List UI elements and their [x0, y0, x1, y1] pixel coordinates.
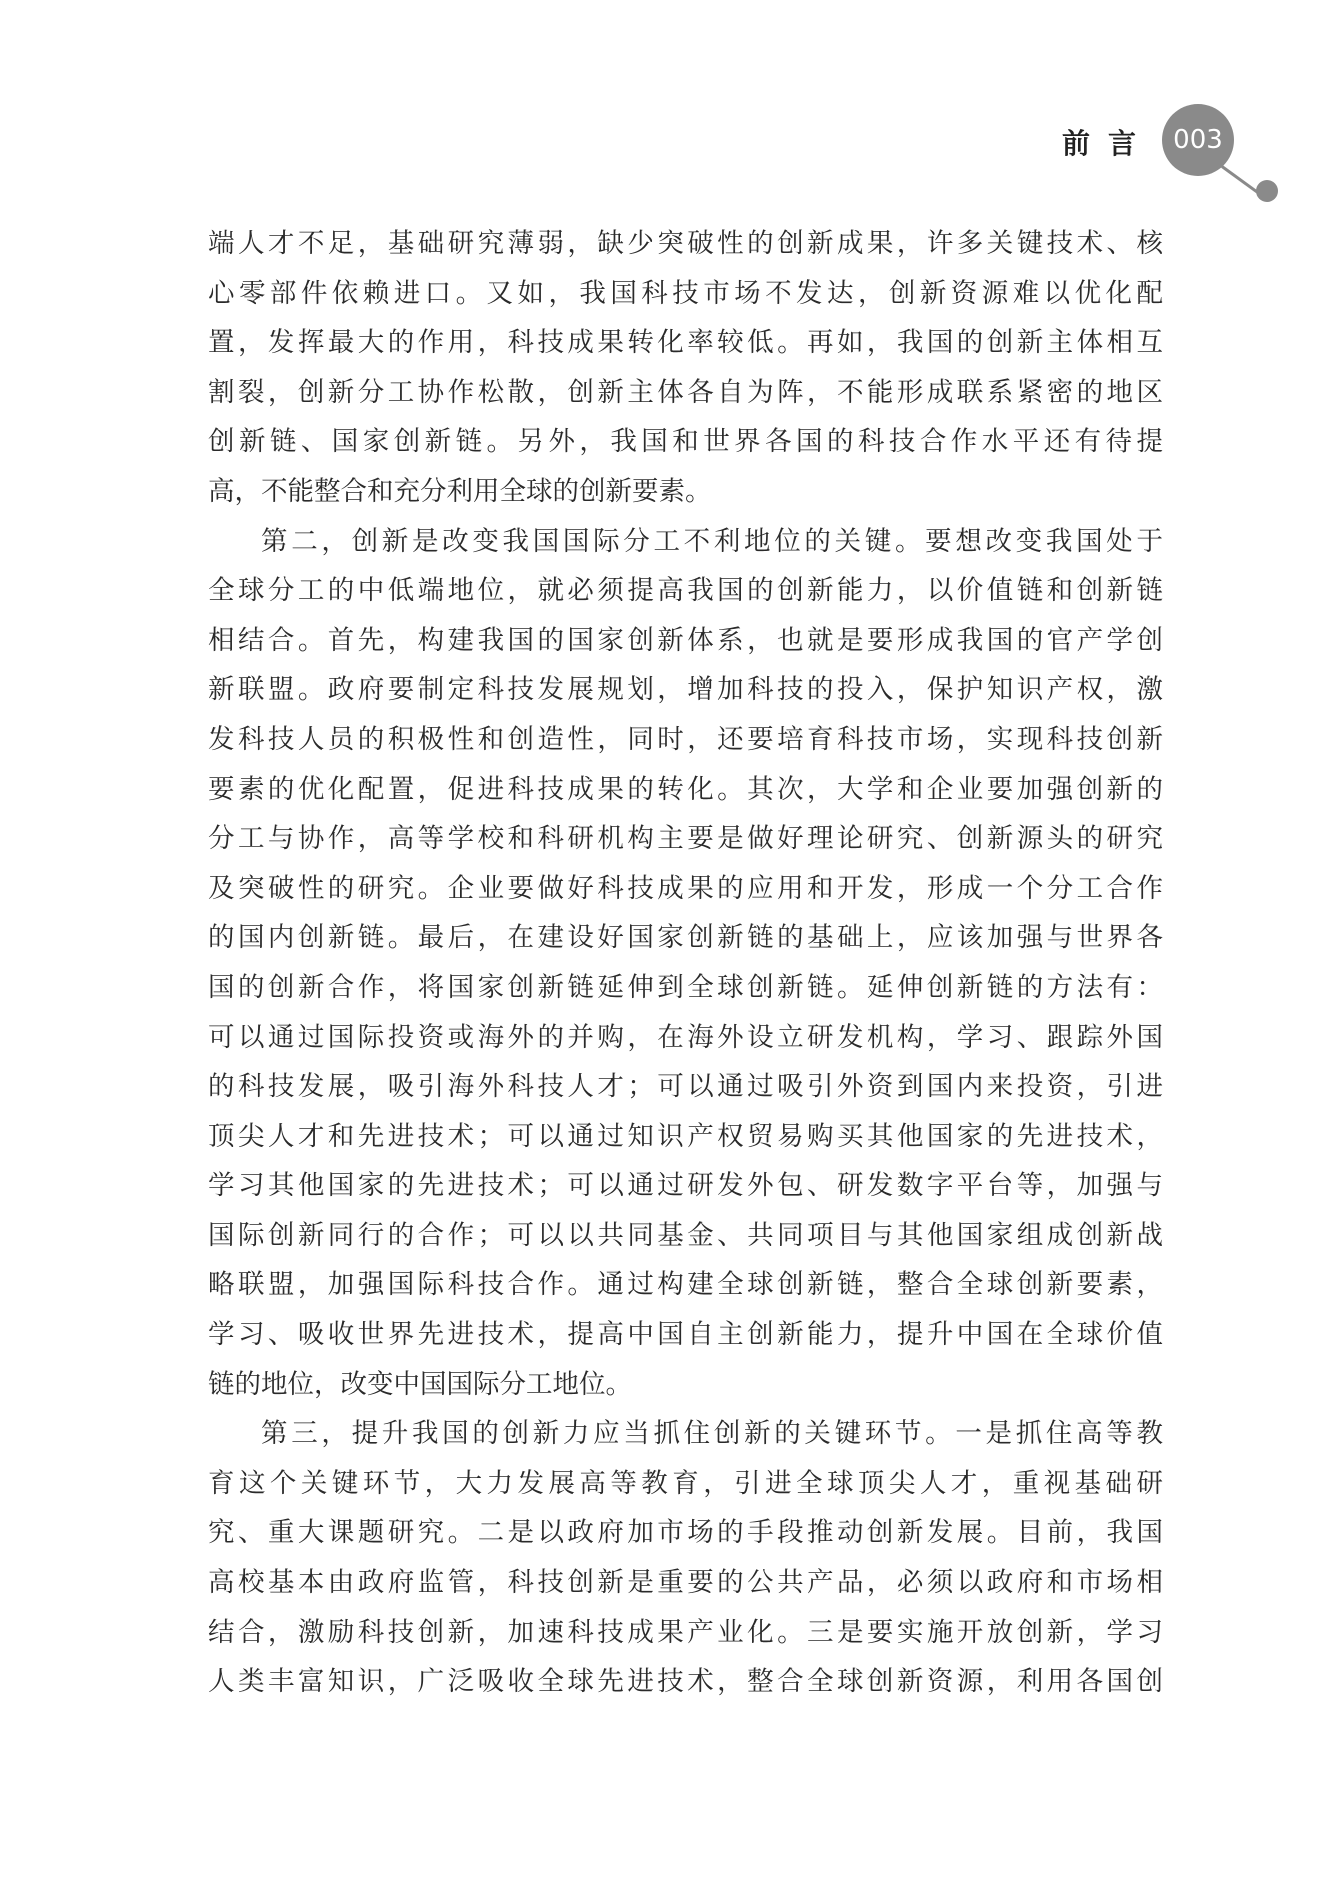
text-line: 要素的优化配置，促进科技成果的转化。其次，大学和企业要加强创新的: [208, 773, 1163, 805]
text-line: 可以通过国际投资或海外的并购，在海外设立研发机构，学习、跟踪外国: [208, 1021, 1163, 1053]
text-line: 人类丰富知识，广泛吸收全球先进技术，整合全球创新资源，利用各国创: [208, 1666, 1163, 1698]
page-number-badge: 003: [1162, 104, 1234, 176]
text-line: 国际创新同行的合作；可以以共同基金、共同项目与其他国家组成创新战: [208, 1219, 1163, 1251]
badge-dot-icon: [1256, 180, 1278, 202]
text-line: 学习其他国家的先进技术；可以通过研发外包、研发数字平台等，加强与: [208, 1170, 1163, 1202]
text-line: 端人才不足，基础研究薄弱，缺少突破性的创新成果，许多关键技术、核: [208, 228, 1163, 259]
text-line: 育这个关键环节，大力发展高等教育，引进全球顶尖人才，重视基础研: [208, 1467, 1163, 1499]
section-title: 前言: [1062, 127, 1155, 160]
text-line: 国的创新合作，将国家创新链延伸到全球创新链。延伸创新链的方法有：: [208, 971, 1163, 1003]
text-line: 顶尖人才和先进技术；可以通过知识产权贸易购买其他国家的先进技术，: [208, 1120, 1163, 1152]
text-line: 及突破性的研究。企业要做好科技成果的应用和开发，形成一个分工合作: [208, 872, 1163, 904]
paragraph-start-line: 第三，提升我国的创新力应当抓住创新的关键环节。一是抓住高等教: [261, 1418, 1163, 1450]
body-text: [208, 219, 1163, 1707]
page-header: [0, 0, 1339, 220]
text-line: 创新链、国家创新链。另外，我国和世界各国的科技合作水平还有待提: [208, 426, 1163, 458]
text-line: 结合，激励科技创新，加速科技成果产业化。三是要实施开放创新，学习: [208, 1616, 1163, 1648]
text-line: 链的地位，改变中国国际分工地位。: [208, 1368, 632, 1400]
text-line: 全球分工的中低端地位，就必须提高我国的创新能力，以价值链和创新链: [208, 575, 1163, 607]
text-line: 学习、吸收世界先进技术，提高中国自主创新能力，提升中国在全球价值: [208, 1319, 1163, 1351]
text-line: 发科技人员的积极性和创造性，同时，还要培育科技市场，实现科技创新: [208, 723, 1163, 755]
text-line: 新联盟。政府要制定科技发展规划，增加科技的投入，保护知识产权，激: [208, 674, 1163, 706]
text-line: 心零部件依赖进口。又如，我国科技市场不发达，创新资源难以优化配: [208, 277, 1163, 309]
text-line: 相结合。首先，构建我国的国家创新体系，也就是要形成我国的官产学创: [208, 624, 1163, 656]
text-line: 分工与协作，高等学校和科研机构主要是做好理论研究、创新源头的研究: [208, 823, 1163, 855]
text-line: 置，发挥最大的作用，科技成果转化率较低。再如，我国的创新主体相互: [208, 327, 1163, 359]
text-line: 略联盟，加强国际科技合作。通过构建全球创新链，整合全球创新要素，: [208, 1269, 1163, 1301]
text-line: 割裂，创新分工协作松散，创新主体各自为阵，不能形成联系紧密的地区: [208, 376, 1163, 408]
text-line: 高校基本由政府监管，科技创新是重要的公共产品，必须以政府和市场相: [208, 1567, 1163, 1599]
text-line: 高，不能整合和充分利用全球的创新要素。: [208, 475, 712, 507]
text-line: 的科技发展，吸引海外科技人才；可以通过吸引外资到国内来投资，引进: [208, 1071, 1163, 1103]
text-line: 究、重大课题研究。二是以政府加市场的手段推动创新发展。目前，我国: [208, 1517, 1163, 1549]
text-line: 的国内创新链。最后，在建设好国家创新链的基础上，应该加强与世界各: [208, 922, 1163, 954]
paragraph-start-line: 第二，创新是改变我国国际分工不利地位的关键。要想改变我国处于: [261, 525, 1163, 557]
